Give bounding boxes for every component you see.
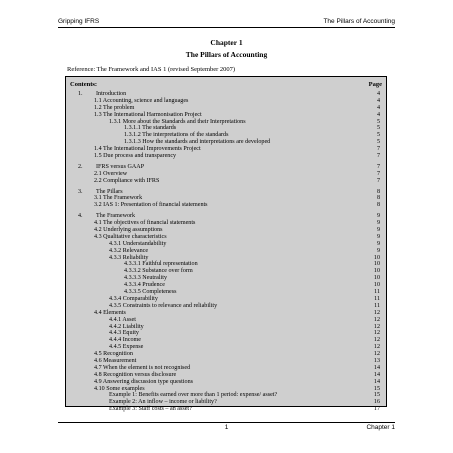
contents-entry[interactable] (66, 255, 386, 262)
entry-title: IFRS versus GAAP (96, 163, 145, 170)
entry-page-number: 7 (376, 153, 380, 160)
entry-page-number: 16 (373, 399, 380, 406)
contents-entry[interactable] (66, 171, 386, 178)
entry-page-number: 4 (376, 91, 380, 97)
entry-title: Example 1: Benefits earned over more than 1 period: expense/ asset? (109, 392, 278, 399)
contents-entry[interactable] (66, 248, 386, 255)
entry-page-number: 7 (376, 163, 380, 170)
entry-page-number: 5 (376, 139, 380, 146)
contents-entry[interactable] (66, 268, 386, 275)
contents-box (65, 76, 387, 413)
contents-entry[interactable] (66, 344, 386, 351)
entry-page-number: 17 (373, 406, 380, 413)
entry-title: 4.3.4 Comparability (109, 295, 158, 302)
contents-entry[interactable] (66, 303, 386, 310)
entry-page-number: 15 (373, 385, 380, 392)
entry-title: 1.2 The problem (94, 104, 135, 111)
entry-page-number: 14 (373, 371, 380, 378)
contents-entry[interactable] (66, 178, 386, 185)
entry-title: 4.2 Underlying assumptions (94, 227, 163, 234)
entry-page-number: 5 (376, 125, 380, 132)
entry-page-number: 11 (374, 302, 380, 309)
entry-page-number: 4 (376, 97, 380, 104)
entry-title: 4.9 Answering discussion type questions (94, 378, 194, 385)
contents-entry[interactable] (66, 153, 386, 160)
page-column-heading: Page (368, 81, 382, 88)
entry-number: 2. (78, 163, 83, 170)
contents-entry[interactable] (66, 220, 386, 227)
entry-title: 4.3.3.4 Prudence (124, 282, 165, 289)
entry-title: 4.6 Measurement (94, 357, 137, 364)
entry-page-number: 4 (376, 104, 380, 111)
contents-entry[interactable] (66, 112, 386, 119)
entry-page-number: 12 (373, 344, 380, 351)
contents-entry[interactable] (66, 119, 386, 126)
entry-page-number: 7 (376, 146, 380, 153)
contents-entry[interactable] (66, 379, 386, 386)
entry-title: 4.4.3 Equity (109, 330, 139, 337)
contents-entry[interactable] (66, 372, 386, 379)
contents-entry[interactable] (66, 282, 386, 289)
entry-title: 4.3.1 Understandability (109, 240, 167, 247)
entry-title: 1.5 Due process and transparency (94, 153, 177, 160)
entry-page-number: 7 (376, 177, 380, 184)
chapter-number: Chapter 1 (210, 38, 243, 47)
entry-title: 2.1 Overview (94, 170, 128, 177)
contents-entry[interactable] (66, 105, 386, 112)
entry-title: 1.3.1 More about the Standards and their Interpretations (109, 118, 246, 125)
entry-title: 1.3.1.1 The standards (124, 125, 177, 132)
entry-title: 3.2 IAS 1: Presentation of financial statements (94, 202, 208, 209)
entry-page-number: 14 (373, 364, 380, 371)
contents-entry[interactable] (66, 275, 386, 282)
contents-entry[interactable] (66, 139, 386, 146)
entry-title: 1.1 Accounting, science and languages (94, 97, 189, 104)
entry-title: Introduction (96, 91, 127, 97)
entry-title: 4.3.3.2 Substance over form (124, 268, 193, 275)
chapter-title: The Pillars of Accounting (185, 50, 268, 59)
entry-title: Example 3: Staff costs – an asset? (109, 406, 192, 413)
contents-entry[interactable] (66, 261, 386, 268)
entry-title: 3.1 The Framework (94, 195, 143, 202)
contents-entry[interactable] (66, 358, 386, 365)
contents-entry[interactable] (66, 132, 386, 139)
entry-title: 4.1 The objectives of financial statements (94, 220, 196, 227)
entry-page-number: 9 (376, 233, 380, 240)
entry-page-number: 12 (373, 323, 380, 330)
contents-entry[interactable] (66, 351, 386, 358)
contents-entry[interactable] (66, 324, 386, 331)
contents-entry[interactable] (66, 91, 386, 98)
entry-number: 4. (78, 213, 83, 220)
entry-title: 4.3.3.1 Faithful representation (124, 261, 198, 268)
contents-heading: Contents: (70, 81, 98, 88)
contents-entry[interactable] (66, 296, 386, 303)
entry-title: 4.4.5 Expense (109, 344, 144, 351)
entry-title: 4.3.3.3 Neutrality (124, 275, 167, 282)
entry-title: 4.4.1 Asset (109, 316, 136, 323)
entry-number: 1. (78, 91, 83, 97)
entry-page-number: 7 (376, 170, 380, 177)
entry-page-number: 11 (374, 295, 380, 302)
entry-title: 4.8 Recognition versus disclosure (94, 371, 177, 378)
entry-page-number: 14 (373, 378, 380, 385)
contents-list (66, 91, 386, 413)
contents-entry[interactable] (66, 365, 386, 372)
contents-entry[interactable] (66, 289, 386, 296)
contents-entry[interactable] (66, 317, 386, 324)
entry-page-number: 4 (376, 111, 380, 118)
entry-page-number: 12 (373, 316, 380, 323)
entry-number: 3. (78, 188, 83, 195)
entry-page-number: 10 (373, 268, 380, 275)
contents-entry[interactable] (66, 164, 386, 171)
entry-title: 4.5 Recognition (94, 351, 133, 358)
entry-title: 2.2 Compliance with IFRS (94, 177, 160, 184)
entry-page-number: 10 (373, 282, 380, 289)
entry-title: 4.3 Qualitative characteristics (94, 233, 167, 240)
contents-entry[interactable] (66, 189, 386, 196)
entry-page-number: 12 (373, 337, 380, 344)
running-header (58, 18, 395, 28)
entry-title: 4.4.2 Liability (109, 323, 144, 330)
entry-title: The Framework (96, 213, 136, 220)
entry-page-number: 5 (376, 132, 380, 139)
entry-page-number: 15 (373, 392, 380, 399)
footer-chapter: Chapter 1 (366, 424, 395, 431)
entry-title: 4.3.5 Constraints to relevance and reliability (109, 302, 218, 309)
entry-page-number: 9 (376, 213, 380, 220)
entry-page-number: 9 (376, 240, 380, 247)
contents-entry[interactable] (66, 202, 386, 209)
entry-page-number: 9 (376, 220, 380, 227)
contents-entry[interactable] (66, 406, 386, 413)
entry-page-number: 10 (373, 261, 380, 268)
entry-page-number: 8 (376, 188, 380, 195)
entry-page-number: 9 (376, 247, 380, 254)
header-chapter-title: The Pillars of Accounting (323, 18, 395, 25)
entry-title: 4.3.2 Relevance (109, 247, 149, 254)
entry-page-number: 12 (373, 351, 380, 358)
entry-title: 4.4 Elements (94, 309, 126, 316)
entry-title: 4.3.3 Reliability (109, 254, 149, 261)
entry-page-number: 8 (376, 195, 380, 202)
entry-page-number: 9 (376, 227, 380, 234)
running-footer (58, 422, 395, 432)
entry-page-number: 11 (374, 289, 380, 296)
contents-entry[interactable] (66, 227, 386, 234)
entry-title: Example 2: An inflow – income or liability? (109, 399, 217, 406)
entry-title: 1.3.1.2 The interpretations of the standards (124, 132, 229, 139)
entry-title: 1.4 The International Improvements Project (94, 146, 201, 153)
contents-entry[interactable] (66, 310, 386, 317)
entry-page-number: 12 (373, 330, 380, 337)
contents-entry[interactable] (66, 146, 386, 153)
contents-entry[interactable] (66, 241, 386, 248)
entry-title: 1.3.1.3 How the standards and interpretations are developed (124, 139, 271, 146)
entry-title: 4.4.4 Income (109, 337, 141, 344)
entry-title: The Pillars (96, 188, 123, 195)
entry-title: 4.10 Some examples (94, 385, 145, 392)
header-book-title: Gripping IFRS (58, 18, 100, 25)
footer-page-number: 1 (224, 424, 229, 431)
entry-page-number: 8 (376, 202, 380, 209)
entry-title: 4.3.3.5 Completeness (124, 289, 177, 296)
entry-page-number: 12 (373, 309, 380, 316)
entry-page-number: 5 (376, 118, 380, 125)
entry-page-number: 10 (373, 275, 380, 282)
contents-entry[interactable] (66, 337, 386, 344)
contents-entry[interactable] (66, 330, 386, 337)
reference-line: Reference: The Framework and IAS 1 (revised September 2007) (67, 66, 236, 73)
contents-entry[interactable] (66, 98, 386, 105)
entry-page-number: 10 (373, 254, 380, 261)
entry-title: 1.3 The International Harmonisation Project (94, 111, 202, 118)
contents-entry[interactable] (66, 234, 386, 241)
entry-title: 4.7 When the element is not recognised (94, 364, 191, 371)
entry-page-number: 13 (373, 357, 380, 364)
